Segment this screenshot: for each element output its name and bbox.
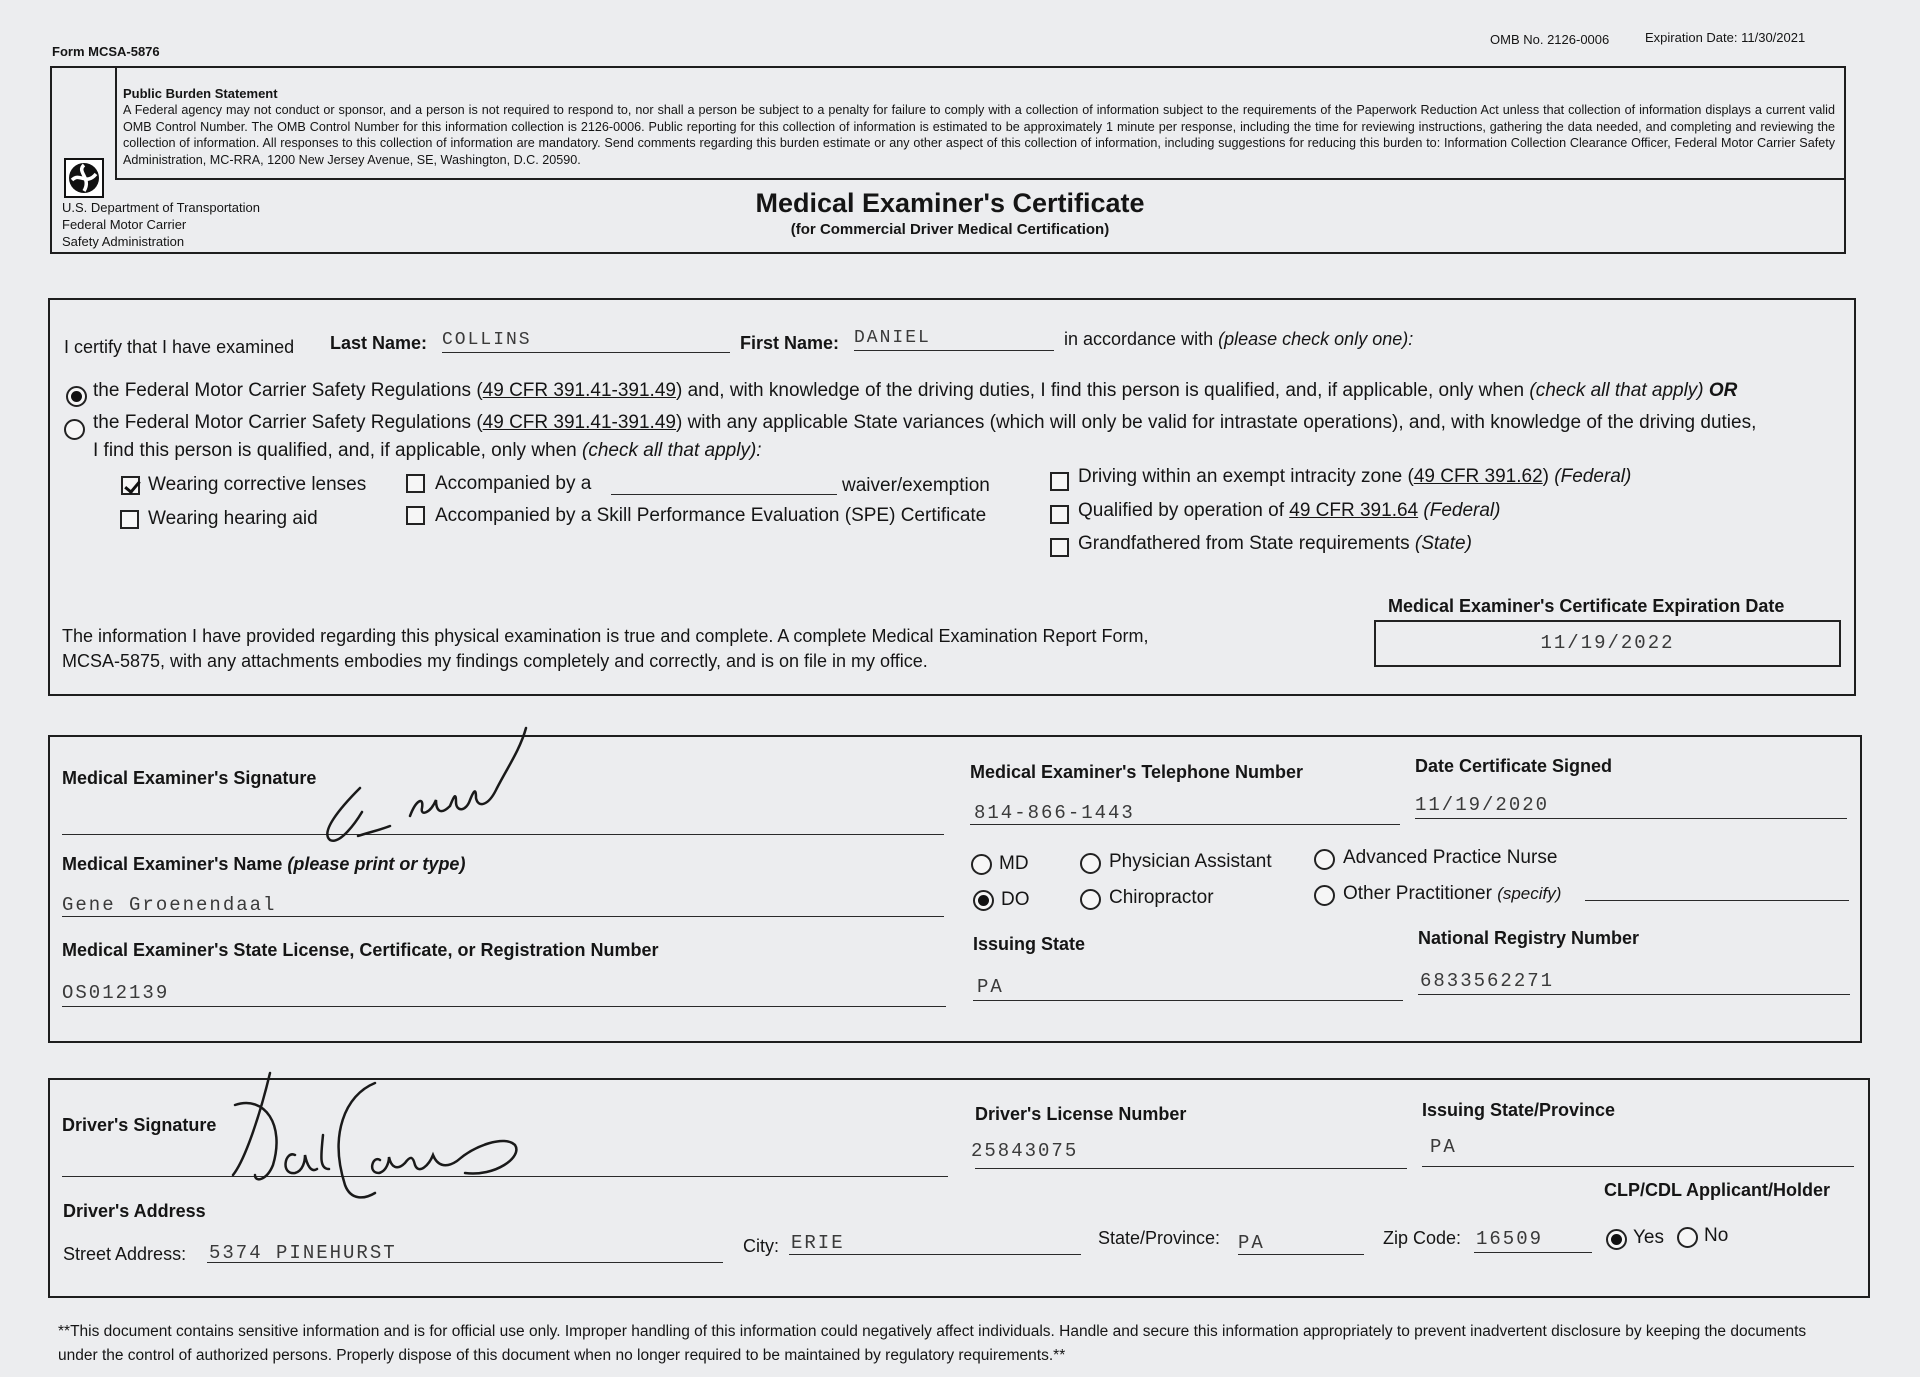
omb-number: OMB No. 2126-0006 (1490, 32, 1610, 47)
intracity-checkbox[interactable] (1050, 472, 1069, 491)
registry-number-field[interactable]: 6833562271 (1418, 966, 1850, 995)
qualified-391-64-checkbox[interactable] (1050, 505, 1069, 524)
waiver-label-b: waiver/exemption (842, 475, 990, 496)
accordance-text: in accordance with (please check only one): (1064, 329, 1414, 349)
date-signed-field[interactable]: 11/19/2020 (1415, 792, 1847, 819)
clp-yes-radio[interactable] (1606, 1229, 1627, 1250)
burden-text: A Federal agency may not conduct or sponsor, and a person is not required to respond to, nor shall a person be subject to a penalty for failure to comply with a collection of information subject to the requirements of the Paperwork Reduction Act unless that collection of information displays a current valid OMB Control Number. The OMB Control Number for this information collection is 2126-0006. Public reporting for this collection of information is estimated to be approximately 1 minute per response, including the time for reviewing instructions, gathering the data needed, and completing and reviewing the collection of information. All responses to this collection of information are mandatory. Send comments regarding this burden estimate or any other aspect of this collection of information, including suggestions for reducing this burden to: Information Collection Clearance Officer, Federal Motor Carrier Safety Administration, MC-RRA, 1200 New Jersey Avenue, SE, Washington, D.C. 20590. (123, 103, 1835, 167)
last-name-label: Last Name: (330, 333, 428, 353)
chiropractor-label: Chiropractor (1109, 887, 1214, 908)
clp-yes-label: Yes (1633, 1227, 1664, 1248)
issuing-state-label: Issuing State (973, 934, 1086, 954)
state-variance-label: the Federal Motor Carrier Safety Regulations (49 CFR 391.41-391.49) with any applicable State variances (which will only be valid for intrastate operations), and, with knowledge of the driving duties, (93, 412, 1757, 433)
state-variance-label-2: I find this person is qualified, and, if applicable, only when (check all that apply): (93, 440, 762, 461)
physician-assistant-label: Physician Assistant (1109, 851, 1272, 872)
corrective-lenses-label: Wearing corrective lenses (148, 474, 367, 495)
street-address-field[interactable]: 5374 PINEHURST (207, 1236, 723, 1263)
state-province-label: State/Province: (1098, 1228, 1221, 1248)
examiner-phone-field[interactable]: 814-866-1443 (970, 798, 1400, 825)
driver-signature-mark (225, 1065, 575, 1215)
form-id: Form MCSA-5876 (52, 44, 160, 59)
corrective-lenses-checkbox[interactable] (121, 476, 140, 495)
first-name-field[interactable]: DANIEL (854, 328, 1054, 351)
md-radio[interactable] (971, 854, 992, 875)
spe-label: Accompanied by a Skill Performance Evaluation (SPE) Certificate (435, 505, 987, 526)
examiner-phone-label: Medical Examiner's Telephone Number (970, 762, 1304, 782)
driver-address-label: Driver's Address (63, 1201, 206, 1221)
spe-checkbox[interactable] (406, 506, 425, 525)
last-name-field[interactable]: COLLINS (442, 330, 730, 353)
hearing-aid-checkbox[interactable] (120, 510, 139, 529)
waiver-field[interactable] (611, 474, 837, 495)
other-practitioner-label: Other Practitioner (specify) (1343, 883, 1562, 904)
physician-assistant-radio[interactable] (1080, 853, 1101, 874)
clp-cdl-label: CLP/CDL Applicant/Holder (1604, 1180, 1831, 1200)
waiver-label-a: Accompanied by a (435, 473, 592, 494)
other-practitioner-radio[interactable] (1314, 885, 1335, 906)
page-title: Medical Examiner's Certificate (755, 188, 1145, 218)
cert-expiration-field[interactable]: 11/19/2022 (1374, 620, 1841, 667)
street-address-label: Street Address: (63, 1244, 187, 1264)
md-label: MD (999, 853, 1029, 874)
city-field[interactable]: ERIE (789, 1228, 1081, 1255)
intracity-label: Driving within an exempt intracity zone (49 CFR 391.62) (Federal) (1078, 466, 1632, 487)
statement-line-2: MCSA-5875, with any attachments embodies my findings completely and correctly, and is on file in my office. (62, 651, 928, 671)
agency-name: U.S. Department of Transportation Federal Motor Carrier Safety Administration (62, 200, 260, 249)
clp-no-radio[interactable] (1677, 1227, 1698, 1248)
do-radio[interactable] (973, 890, 994, 911)
clp-no-label: No (1704, 1225, 1729, 1246)
qualified-391-64-label: Qualified by operation of 49 CFR 391.64 (Federal) (1078, 500, 1501, 521)
zip-code-field[interactable]: 16509 (1474, 1224, 1592, 1253)
page-subtitle: (for Commercial Driver Medical Certification) (790, 221, 1110, 238)
do-label: DO (1001, 889, 1030, 910)
certify-intro: I certify that I have examined (64, 337, 295, 357)
federal-only-label: the Federal Motor Carrier Safety Regulations (49 CFR 391.41-391.49) and, with knowledge of the driving duties, I find this person is qualified, and, if applicable, only when (check all that apply) OR (93, 380, 1738, 401)
federal-only-radio[interactable] (66, 386, 87, 407)
cert-expiration-label: Medical Examiner's Certificate Expiration Date (1388, 596, 1785, 616)
examiner-name-field[interactable]: Gene Groenendaal (62, 890, 944, 917)
expiration-date: Expiration Date: 11/30/2021 (1645, 30, 1806, 45)
grandfathered-checkbox[interactable] (1050, 538, 1069, 557)
examiner-signature-label: Medical Examiner's Signature (62, 768, 317, 788)
driver-license-field[interactable]: 25843075 (975, 1140, 1407, 1169)
footer-notice: **This document contains sensitive information and is for official use only. Improper handling of this information could negatively affect individuals. Handle and secure this information appropriately to prevent inadvertent disclosure by keeping the documents under the control of authorized persons. Properly dispose of this document when no longer required to be maintained by regulatory requirements.** (58, 1323, 1807, 1364)
first-name-label: First Name: (740, 333, 840, 353)
driver-license-label: Driver's License Number (975, 1104, 1187, 1124)
advanced-practice-nurse-label: Advanced Practice Nurse (1343, 847, 1558, 868)
state-variance-radio[interactable] (64, 419, 85, 440)
chiropractor-radio[interactable] (1080, 889, 1101, 910)
waiver-checkbox[interactable] (406, 474, 425, 493)
date-signed-label: Date Certificate Signed (1415, 756, 1613, 776)
driver-issuing-state-label: Issuing State/Province (1422, 1100, 1616, 1120)
registry-number-label: National Registry Number (1418, 928, 1640, 948)
advanced-practice-nurse-radio[interactable] (1314, 849, 1335, 870)
other-practitioner-field[interactable] (1585, 880, 1849, 901)
license-number-field[interactable]: OS012139 (62, 978, 946, 1007)
state-province-field[interactable]: PA (1238, 1226, 1364, 1255)
statement-line-1: The information I have provided regarding this physical examination is true and complete. A complete Medical Examination Report Form, (62, 626, 1149, 646)
grandfathered-label: Grandfathered from State requirements (State) (1078, 533, 1472, 554)
issuing-state-field[interactable]: PA (973, 972, 1403, 1001)
examiner-name-label: Medical Examiner's Name (please print or type) (62, 854, 466, 874)
driver-signature-label: Driver's Signature (62, 1115, 217, 1135)
examiner-signature-mark (310, 720, 630, 850)
burden-heading: Public Burden Statement (123, 86, 278, 101)
driver-issuing-state-field[interactable]: PA (1422, 1136, 1854, 1167)
city-label: City: (743, 1236, 779, 1256)
license-number-label: Medical Examiner's State License, Certificate, or Registration Number (62, 940, 659, 960)
zip-code-label: Zip Code: (1383, 1228, 1462, 1248)
hearing-aid-label: Wearing hearing aid (148, 508, 318, 529)
